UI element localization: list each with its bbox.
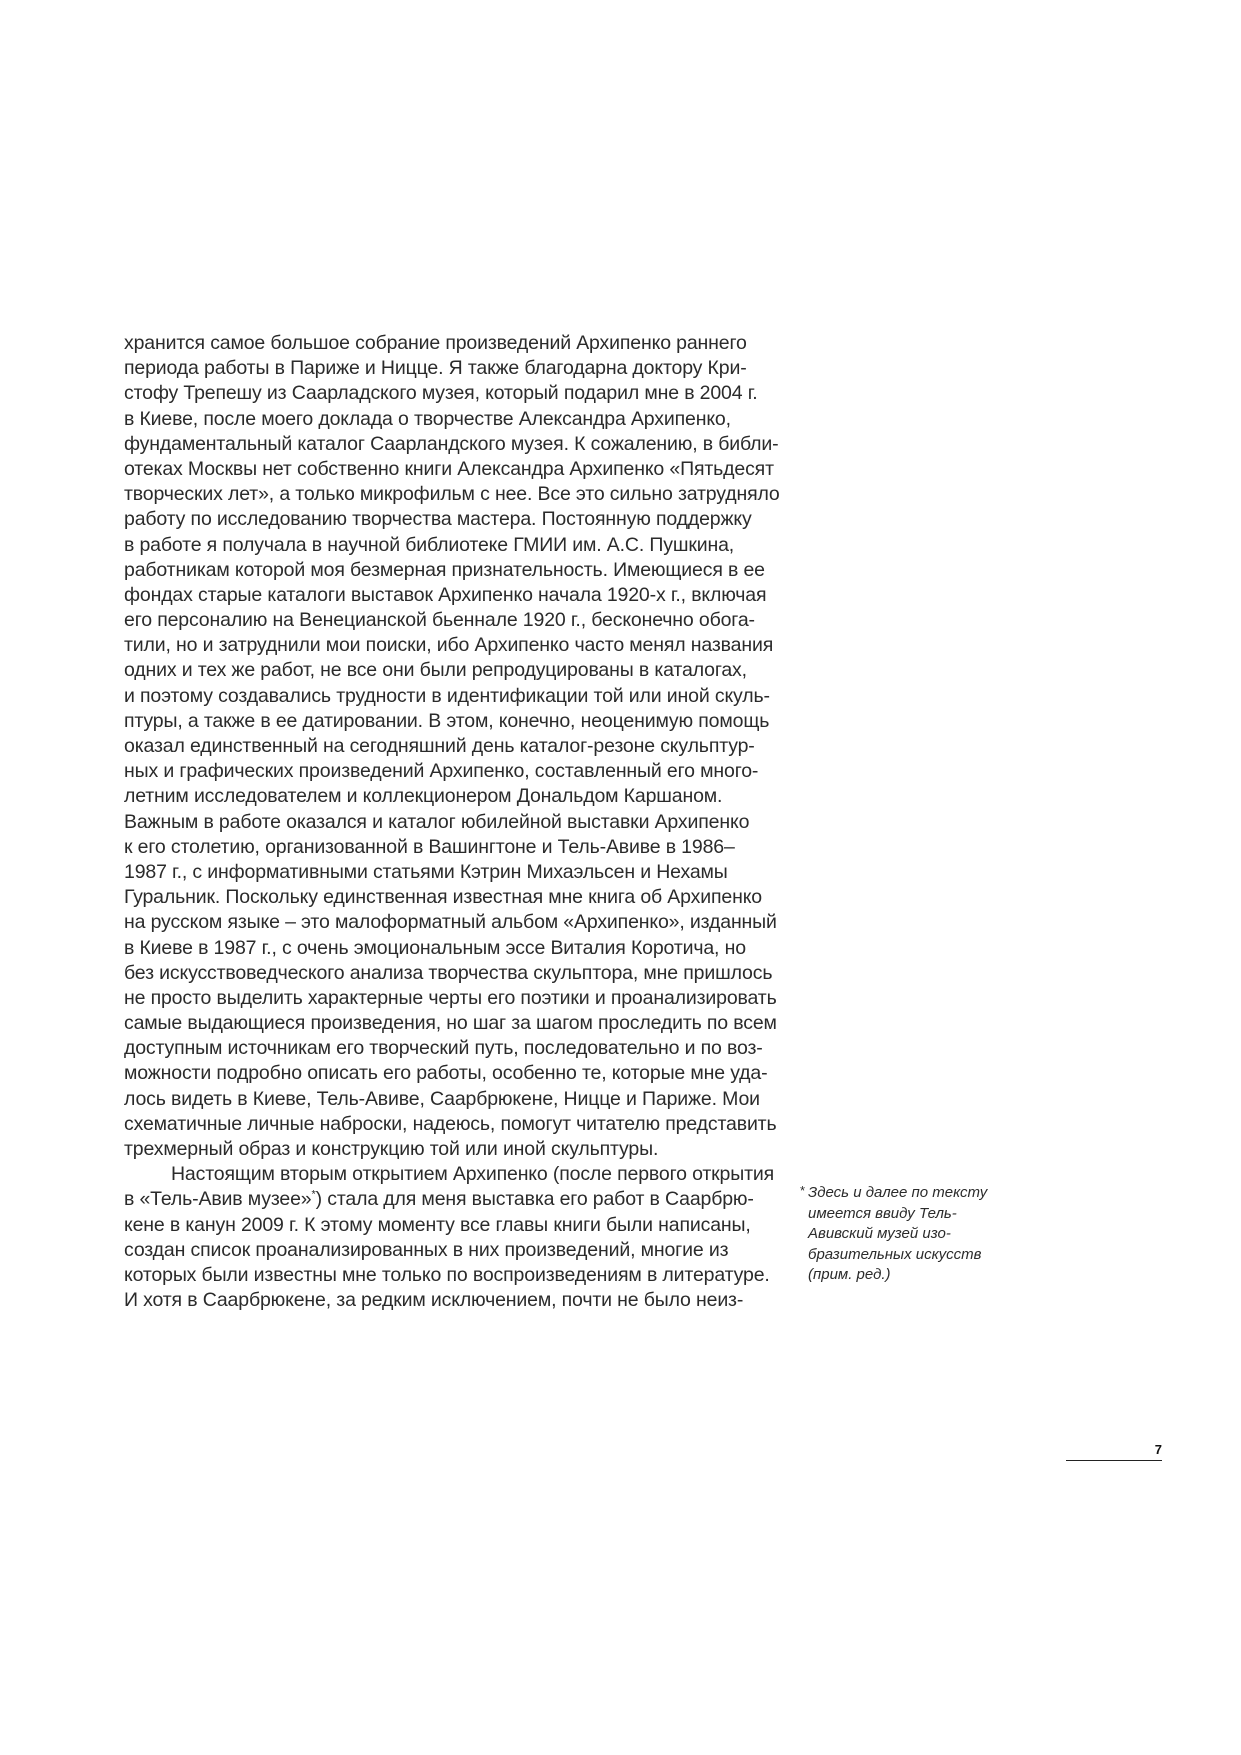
text-line: трехмерный образ и конструкцию той или иной скульптуры. bbox=[124, 1138, 659, 1160]
text-line: можности подробно описать его работы, особенно те, которые мне уда- bbox=[124, 1062, 768, 1085]
text-line: лось видеть в Киеве, Тель-Авиве, Саарбрюкене, Ницце и Париже. Мои bbox=[124, 1087, 760, 1110]
text-line: оказал единственный на сегодняшний день каталог-резоне скульптур- bbox=[124, 735, 755, 757]
text-line: в работе я получала в научной библиотеке ГМИИ им. А.С. Пушкина, bbox=[124, 533, 735, 556]
text-line: доступным источникам его творческий путь, последовательно и по воз- bbox=[124, 1037, 763, 1060]
text-line: Важным в работе оказался и каталог юбилейной выставки Архипенко bbox=[124, 810, 750, 833]
text-line: 1987 г., с информативными статьями Кэтрин Михаэльсен и Нехамы bbox=[124, 860, 728, 883]
text-line: периода работы в Париже и Ницце. Я также благодарна доктору Кри- bbox=[124, 357, 747, 380]
text-line: И хотя в Саарбрюкене, за редким исключением, почти не было неиз- bbox=[124, 1289, 744, 1312]
footnote-mark: * bbox=[800, 1183, 806, 1198]
text-line: фундаментальный каталог Саарландского музея. К сожалению, в библи- bbox=[124, 432, 779, 455]
text-line: работу по исследованию творчества мастера. Постоянную поддержку bbox=[124, 508, 752, 531]
text-line: тили, но и затруднили мои поиски, ибо Архипенко часто менял названия bbox=[124, 634, 774, 657]
footnote-reference[interactable]: * bbox=[311, 1188, 316, 1201]
footnote-line: бразительных искусств bbox=[808, 1245, 982, 1263]
page-number: 7 bbox=[1154, 1442, 1162, 1457]
text-line: и поэтому создавались трудности в идентификации той или иной скуль- bbox=[124, 684, 770, 707]
text-line: птуры, а также в ее датировании. В этом, конечно, неоценимую помощь bbox=[124, 709, 770, 732]
text-line: хранится самое большое собрание произведений Архипенко раннего bbox=[124, 332, 747, 354]
text-line-with-footnote-ref bbox=[124, 1187, 794, 1212]
footnote-line: Здесь и далее по тексту bbox=[808, 1184, 988, 1201]
main-text-column bbox=[124, 331, 794, 1313]
footnote-line: Авивский музей изо- bbox=[808, 1225, 951, 1242]
text-line: его персоналию на Венецианской бьеннале 1920 г., бесконечно обога- bbox=[124, 609, 755, 632]
folio-rule bbox=[1066, 1442, 1162, 1461]
paragraph-1 bbox=[124, 331, 794, 1162]
text-fragment: ) стала для меня выставка его работ в Саарбрю- bbox=[315, 1188, 754, 1211]
text-line: ных и графических произведений Архипенко, составленный его много- bbox=[124, 760, 759, 783]
text-line: не просто выделить характерные черты его поэтики и проанализировать bbox=[124, 986, 777, 1009]
text-fragment: в «Тель-Авив музее» bbox=[124, 1188, 312, 1211]
text-line: Гуральник. Поскольку единственная известная мне книга об Архипенко bbox=[124, 886, 762, 909]
text-line: Настоящим вторым открытием Архипенко (после первого открытия bbox=[171, 1163, 775, 1186]
text-line: творческих лет», а только микрофильм с нее. Все это сильно затрудняло bbox=[124, 483, 780, 506]
text-line: фондах старые каталоги выставок Архипенко начала 1920-х г., включая bbox=[124, 583, 767, 606]
text-line: одних и тех же работ, не все они были репродуцированы в каталогах, bbox=[124, 659, 747, 682]
text-line: работникам которой моя безмерная признательность. Имеющиеся в ее bbox=[124, 558, 765, 581]
text-line: к его столетию, организованной в Вашингтоне и Тель-Авиве в 1986– bbox=[124, 835, 735, 858]
footnote-line: имеется ввиду Тель- bbox=[808, 1204, 957, 1222]
side-footnote bbox=[800, 1183, 1028, 1286]
text-line: летним исследователем и коллекционером Дональдом Каршаном. bbox=[124, 785, 723, 808]
footnote-line: (прим. ред.) bbox=[808, 1266, 891, 1283]
text-line: самые выдающиеся произведения, но шаг за шагом проследить по всем bbox=[124, 1012, 777, 1035]
paragraph-2 bbox=[124, 1162, 794, 1313]
text-line: кене в канун 2009 г. К этому моменту все главы книги были написаны, bbox=[124, 1213, 751, 1236]
text-line: создан список проанализированных в них произведений, многие из bbox=[124, 1238, 729, 1261]
text-line: на русском языке – это малоформатный альбом «Архипенко», изданный bbox=[124, 911, 777, 934]
text-line: в Киеве в 1987 г., с очень эмоциональным эссе Виталия Коротича, но bbox=[124, 936, 746, 959]
text-line: без искусствоведческого анализа творчества скульптора, мне пришлось bbox=[124, 961, 773, 984]
text-line: схематичные личные наброски, надеюсь, помогут читателю представить bbox=[124, 1112, 777, 1135]
text-line: стофу Трепешу из Саарладского музея, который подарил мне в 2004 г. bbox=[124, 382, 758, 405]
text-line: отеках Москвы нет собственно книги Александра Архипенко «Пятьдесят bbox=[124, 457, 774, 480]
text-line: в Киеве, после моего доклада о творчестве Александра Архипенко, bbox=[124, 407, 731, 430]
text-line: которых были известны мне только по воспроизведениям в литературе. bbox=[124, 1263, 770, 1286]
